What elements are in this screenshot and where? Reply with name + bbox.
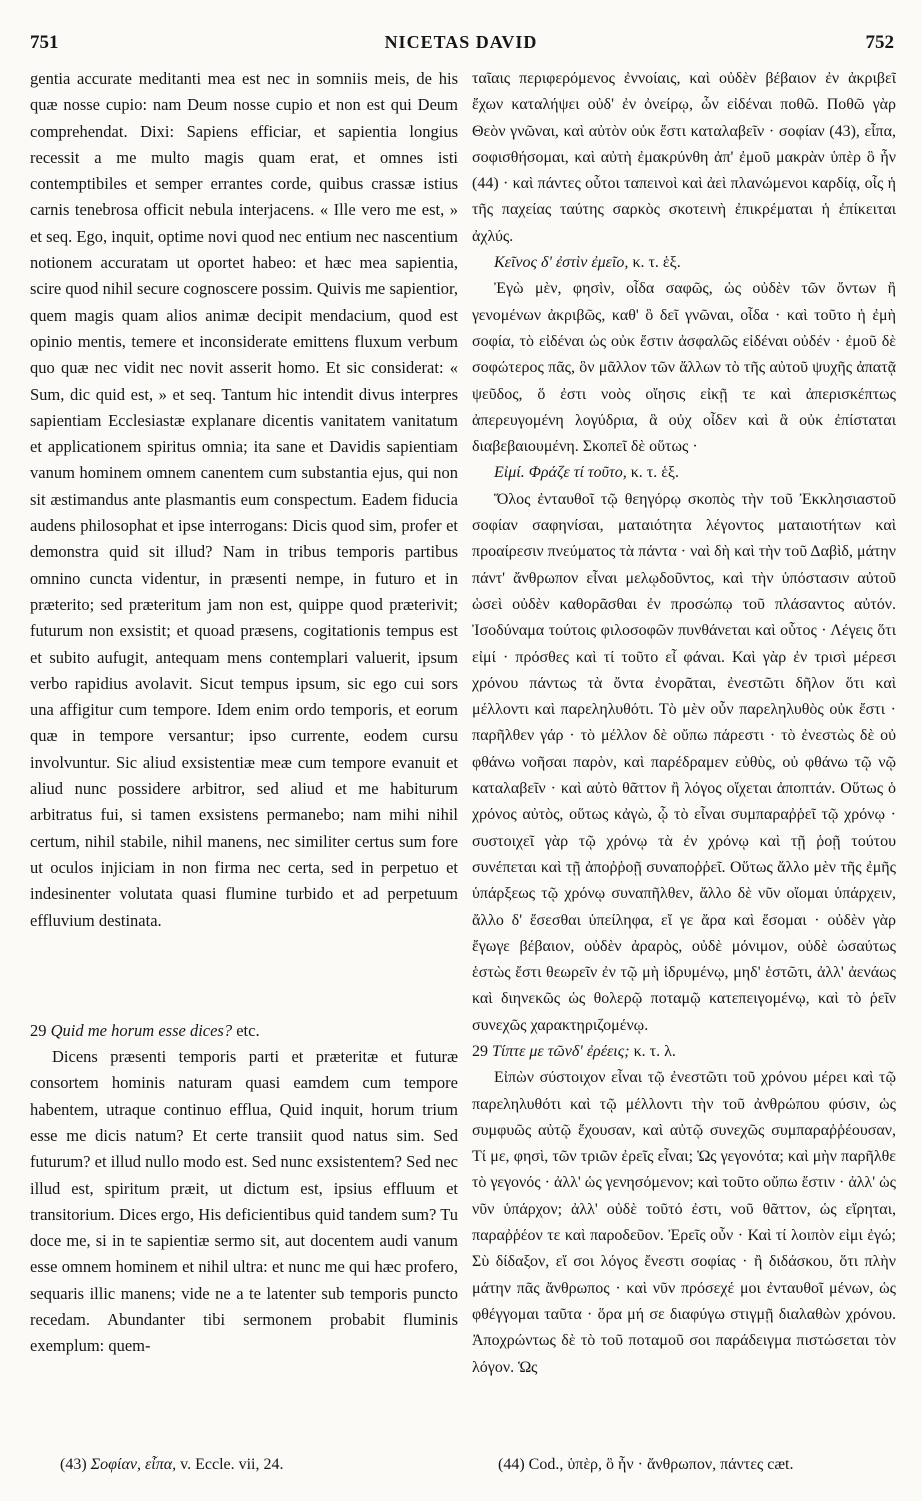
greek-column — [472, 66, 896, 1436]
greek-lemma-1-text: Κεῖνος δ' ἐστὶν ἐμεῖο, — [494, 254, 629, 272]
greek-lemma-1 — [472, 250, 896, 276]
running-title: NICETAS DAVID — [384, 32, 538, 52]
footnote-44 — [498, 1456, 793, 1474]
footnote-43 — [60, 1456, 284, 1474]
right-page-number: 752 — [865, 32, 894, 53]
greek-lemma-2-ref: κ. τ. ἑξ. — [626, 464, 680, 482]
greek-paragraph-4: Εἰπὼν σύστοιχον εἶναι τῷ ἐνεστῶτι τοῦ χρόνου μέρει καὶ τῷ παρεληλυθότι καὶ τῷ μέλλοντι τὴν τοῦ ἀνθρώπου φύσιν, ὡς συμφυῶς αὐτῷ ἔχουσαν, καὶ αὐτῷ συνεχῶς συμπαραῤῥέουσαν, Τί με, φησὶ, τῶν τριῶν ἐρεῖς εἶναι; Ὡς γεγονότα; καὶ μὴν παρῆλθε τὸ γεγονός · ἀλλ' ὡς γενησόμενον; καὶ τοῦτο οὔπω ἔστιν · ἀλλ' ὡς νῦν ὑπάρχον; ἀλλ' οὐδὲ τοῦτό ἐστι, νοῦ θᾶττον, ὡς εἴρηται, παραῤῥέον τε καὶ παροδεῦον. Ἐρεῖς οὖν · Καὶ τί λοιπὸν εἰμι ἐγώ; Σὺ δίδαξον, εἴ σοι λόγος ἔνεστι σοφίας · ἢ διδάσκου, ὅτι πλὴν μάτην πᾶς ἄνθρωπος · καὶ νῦν πρόσεχέ μοι ἐνταυθοῖ μένων, ὡς φθέγγομαι ταῦτα · ὅρα μή σε διαφύγω στιγμῇ διαλαθὼν χρόνου. Ἀποχρώντως δὲ τὸ τοῦ ποταμοῦ σοι παράδειγμα πιστώσεται τὸν λόγον. Ὡς — [472, 1069, 896, 1376]
column-gap — [30, 934, 458, 1018]
greek-lemma-2-text: Εἰμί. Φράζε τί τοῦτο, — [494, 464, 627, 482]
greek-paragraph-2: Ἐγὼ μὲν, φησὶν, οἶδα σαφῶς, ὡς οὐδὲν τῶν ὄντων ἢ γενομένων ἀκριβῶς, καθ' ὃ δεῖ γνῶναι, οἶδα · καὶ τοῦτο ἡ ἐμὴ σοφία, τὸ εἰδέναι ὡς οὐκ ἔστιν ἀσφαλῶς εἰδέναι οὐδέν · ἐμοῦ δὲ σοφώτερος πᾶς, ὃν μᾶλλον τῶν ἄλλων τὸ τῆς αὐτοῦ ψυχῆς ἀπατᾷ ψεῦδος, ὅ ἐστι νοὸς οἴησις εἰκῇ τε καὶ ἀπερισκέπτως ἀπερευγομένη λογύδρια, ἃ οὐχ οἶδεν καὶ ἃ οὐκ ἐπίσταται διαβεβαιουμένη. Σκοπεῖ δὲ οὕτως · — [472, 280, 896, 456]
latin-section-etc: etc. — [232, 1020, 260, 1040]
latin-paragraph-2: Dicens præsenti temporis parti et præteritæ et futuræ consortem hominis naturam quasi eamdem cum tempore habentem, utraque continuo effluа, Quid inquit, horum trium esse me dicis natum? Et certe transiit quod natus sim. Sed futurum? et illud nullo modo est. Sed nunc exsistentem? Sed nec illud est, spiritum præit, ut dictum est, ipsius effluum et transitorium. Dices ergo, His deficientibus quid tandem sum? Tu doce me, si in te sapientiæ sermo sit, aut docentem audi vanum esse omnem hominem et nihil ultra: et nunc me qui hæc profero, sequaris illic manens; vide ne a te latenter sub temporis puncto recedam. Abundanter tibi sermonem probabit fluminis exemplum: quem- — [30, 1047, 458, 1356]
footnote-43-number: (43) — [60, 1456, 87, 1473]
latin-section-lemma: Quid me horum esse dices? — [50, 1020, 233, 1040]
greek-section-lemma: Τίπτε με τῶνδ' ἐρέεις; — [492, 1042, 630, 1060]
greek-paragraph-1: ταῖαις περιφερόμενος ἐννοίαις, καὶ οὐδὲν βέβαιον ἐν ἀκριβεῖ ἔχων καταλήψει οὐδ' ἐν ὀνείρῳ, ὧν εἰδέναι ποθῶ. Ποθῶ γὰρ Θεὸν γνῶναι, καὶ αὐτὸν οὐκ ἔστι καταλαβεῖν · σοφίαν (43), εἶπα, σοφισθήσομαι, καὶ αὐτὴ ἐμακρύνθη ἀπ' ἐμοῦ μακρὰν ὑπὲρ ὃ ἦν (44) · καὶ πάντες οὗτοι ταπεινοὶ καὶ ἀεὶ πλανώμενοι καρδίᾳ, οἷς ἡ τῆς παχείας ταύτης σαρκὸς σκοτεινὴ ἐπικρέμαται ἡ ἐπίκειται ἀχλύς. — [472, 70, 896, 245]
latin-section-number: 29 — [30, 1020, 47, 1040]
footnote-44-number: (44) — [498, 1456, 525, 1473]
greek-lemma-2 — [472, 460, 896, 486]
greek-lemma-1-ref: κ. τ. ἑξ. — [628, 254, 681, 272]
greek-section-number: 29 — [472, 1042, 488, 1060]
footnote-43-lemma: Σοφίαν, εἶπα, — [90, 1456, 177, 1473]
footnote-43-text: v. Eccle. vii, 24. — [176, 1456, 284, 1473]
footnote-44-text: Cod., ὑπὲρ, ὃ ἦν · ἄνθρωπον, πάντες cæt. — [528, 1456, 794, 1473]
greek-section-ref: κ. τ. λ. — [629, 1042, 676, 1060]
page-header — [20, 32, 902, 62]
footnotes — [20, 1456, 902, 1486]
latin-column — [30, 66, 458, 1436]
latin-section-heading — [30, 1018, 458, 1044]
latin-paragraph-1: gentia accurate meditanti mea est nec in somniis meis, de his quæ nosse cupio: nam Deum nosse cupio et non est qui Deum comprehendat. Dixi: Sapiens efficiar, et sapientia longius recessit a me multo magis quam erat, et omnes isti contemptibiles et semper errantes corde, quibus crassæ istius carnis tenebrosa officit nebula interjacens. « Ille vero me est, » et seq. Ego, inquit, optime novi quod nec entium nec nascentium notionem accuratam ut oportet habeo: et hæc mea sapientia, scire quod nihil secure cognoscere possim. Quivis me sapientior, quem magis quam alios animæ decipit mendacium, quod est opinio mentis, temere et inconsiderate emittens fluxum verbum quo quæ nec vidit nec novit asserit homo. Et sic considerat: « Sum, dic quid est, » et seq. Tantum hic intendit divus interpres sapientiam Ecclesiastæ explanare dicentis vanitatem vanitatum et applicationem spiritus omnia; ita sane et Davidis sapientiam vanum hominem omnem canentem cum substantia ejus, qui non sit æstimandus ante plasmantis eum conspectum. Eadem fiducia audens philosophat et ipse interrogans: Dicis quod sim, profer et demonstra quid sit illud? Nam in tribus temporis partibus omnino cuncta videntur, in præsenti nempe, in futuro et in præterito; sed præteritum jam non est, quippe quod præterivit; futurum non exsistit; et quoad præsens, cogitationis tempus est et subito aufugit, antequam mens contemplari valuerit, ipsum verbo rapidius avolavit. Sicut tempus ipsum, sic ego cui sors una affigitur cum tempore. Idem enim ordo temporis, et eorum quæ in tempore versantur; ipso currente, eodem cursu involvuntur. Sic aliud exsistentiæ meæ cum tempore evanuit et aliud nunc possidere arbitror, sed aliud et me habiturum arbitratus fui, si tamen exsistens permanebo; nam mihi nihil certum, nihil stabile, nihil manens, nec similiter certus sum fore ut oculos injiciam in non firma nec certa, sed in perpetuo et indesinenter volutata quasi flumine turbido et ad perpetuum effluvium destinata. — [30, 69, 458, 930]
left-page-number: 751 — [30, 32, 59, 53]
greek-section-heading — [472, 1039, 896, 1065]
greek-paragraph-3: Ὅλος ἐνταυθοῖ τῷ θεηγόρῳ σκοπὸς τὴν τοῦ Ἐκκλησιαστοῦ σοφίαν σαφηνίσαι, ματαιότητα λέγοντος ματαιοτήτων καὶ προαίρεσιν πνεύματος τὰ πάντα · ναὶ δὴ καὶ τὴν τοῦ Δαβὶδ, μάτην πάντ' ἄνθρωπον εἶναι μελῳδοῦντος, καὶ τὴν ὑπόστασιν αὐτοῦ ὡσεὶ οὐδὲν καθορᾶσθαι ἐν προσώπῳ τοῦ πλάσαντος αὐτόν. Ἰσοδύναμα τούτοις φιλοσοφῶν πυνθάνεται καὶ οὗτος · Λέγεις ὅτι εἰμί · πρόσθες καὶ τί τοῦτο εἶ φάναι. Καὶ γὰρ ἐν τρισὶ μέρεσι χρόνου πάντως τὰ ὄντα ἐνορᾶται, ἐνεστῶτι δῆλον ὅτι καὶ μέλλοντι καὶ παρεληλυθότι. Τὸ μὲν οὖν παρεληλυθὸς οὐκ ἔστι · παρῆλθεν γάρ · τὸ μέλλον δὲ οὔπω πάρεστι · τὸ ἐνεστὼς δὲ οὐ φθάνω νοῆσαι παρὸν, καὶ παρέδραμεν εὐθὺς, οὐ φθάνω τῷ νῷ καταλαβεῖν · καὶ αὐτὸ θᾶττον ἢ λόγος οἴχεται ἀποπτάν. Οὕτως ὁ χρόνος αὐτὸς, οὕτως κἀγὼ, ᾧ τὸ εἶναι συμπαραῤῥεῖ τῷ χρόνῳ · συστοιχεῖ γὰρ τῷ χρόνῳ τὰ ἐν χρόνῳ καὶ τῇ ῥοῇ τούτου συνέπεται καὶ τῇ ἀποῤῥοῇ συναποῤῥεῖ. Οὕτως ἄλλο μὲν τῆς ἐμῆς ὑπάρξεως τῷ χρόνῳ συναπῆλθεν, ἄλλο δὲ νῦν οἴομαι ὑπάρχειν, ἄλλο δ' ἔσεσθαι ὑπείληφα, εἴ γε ἄρα καὶ ἔσομαι · οὐδὲν γὰρ ἔγωγε βέβαιον, οὐδὲν ἀραρὸς, οὐδὲ μόνιμον, οὐδὲ ὡσαύτως ἑστὼς ἔστι θεωρεῖν ἐν τῷ μὴ ἱδρυμένῳ, μηδ' ἑστῶτι, ἀλλ' ἀενάως καὶ διηνεκῶς ὡς θολερῷ ποταμῷ κατεπειγομένῳ, καὶ τὸ ῥεῖν συνεχῶς χαρακτηριζομένῳ. — [472, 490, 896, 1034]
